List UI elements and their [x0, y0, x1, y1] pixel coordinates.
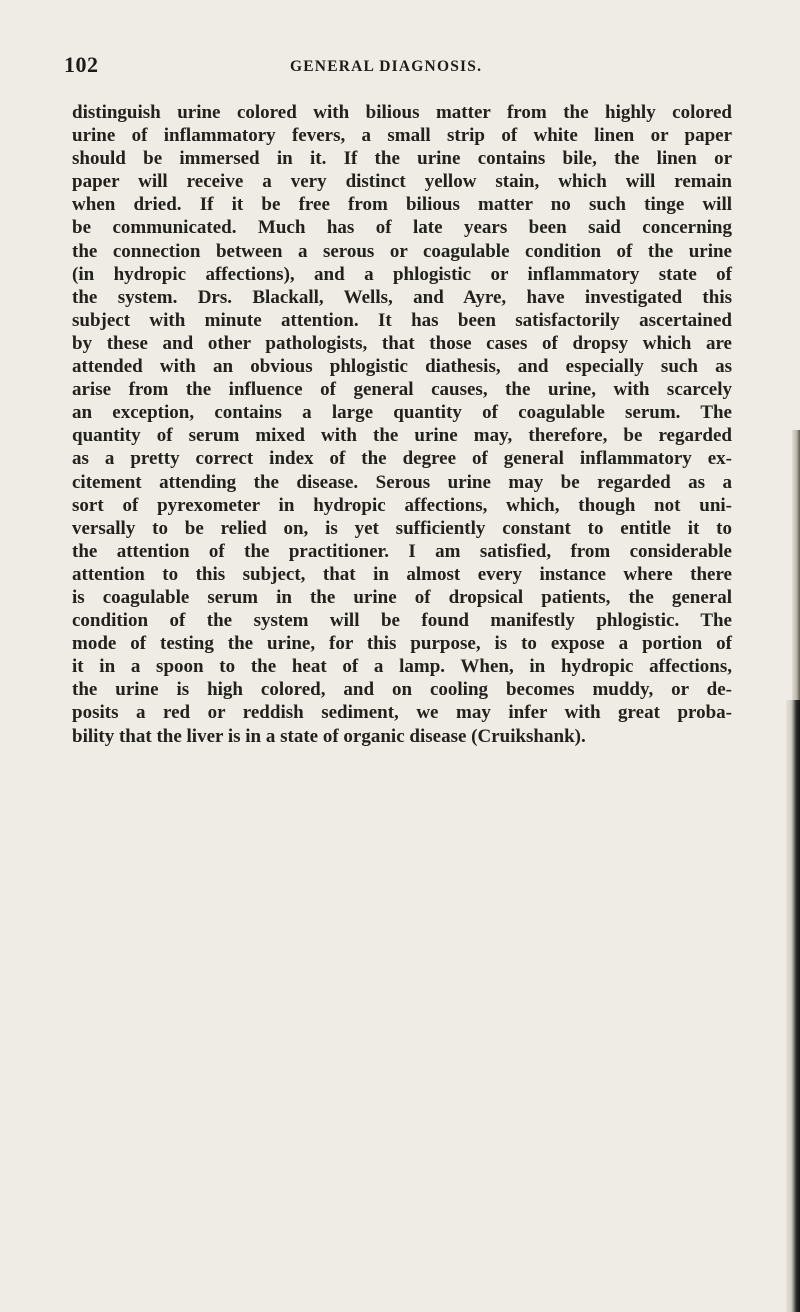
text-line: citement attending the disease. Serous urine may be regarded as a — [72, 471, 732, 493]
text-line: the connection between a serous or coagulable condition of the urine — [72, 240, 732, 262]
text-line: distinguish urine colored with bilious matter from the highly colored — [72, 102, 732, 123]
page-edge-shadow — [786, 700, 800, 1312]
page-edge-shadow — [792, 430, 800, 700]
text-line: posits a red or reddish sediment, we may infer with great proba- — [72, 702, 732, 724]
text-line: arise from the influence of general causes, the urine, with scarcely — [72, 379, 732, 401]
text-line: when dried. If it be free from bilious matter no such tinge will — [72, 194, 732, 216]
text-line: should be immersed in it. If the urine contains bile, the linen or — [72, 148, 732, 170]
text-line: bility that the liver is in a state of organic disease (Cruikshank). — [72, 725, 586, 747]
text-line: attention to this subject, that in almost every instance where there — [72, 563, 732, 585]
text-line: the urine is high colored, and on cooling becomes muddy, or de- — [72, 679, 732, 701]
text-line: subject with minute attention. It has been satisfactorily ascertained — [72, 309, 732, 331]
text-line: the attention of the practitioner. I am satisfied, from considerable — [72, 540, 732, 562]
text-line: it in a spoon to the heat of a lamp. When, in hydropic affections, — [72, 656, 732, 678]
text-line: by these and other pathologists, that those cases of dropsy which are — [72, 332, 732, 354]
text-line: urine of inflammatory fevers, a small strip of white linen or paper — [72, 125, 732, 147]
text-line: paper will receive a very distinct yellow stain, which will remain — [72, 171, 732, 193]
running-head: GENERAL DIAGNOSIS. — [290, 58, 483, 75]
text-line: attended with an obvious phlogistic diathesis, and especially such as — [72, 356, 732, 378]
text-line: condition of the system will be found manifestly phlogistic. The — [72, 610, 732, 632]
text-line: quantity of serum mixed with the urine may, therefore, be regarded — [72, 425, 732, 447]
text-line: mode of testing the urine, for this purpose, is to expose a portion of — [72, 633, 732, 655]
text-line: as a pretty correct index of the degree of general inflammatory ex- — [72, 448, 732, 470]
text-line: versally to be relied on, is yet sufficiently constant to entitle it to — [72, 517, 732, 539]
text-line: (in hydropic affections), and a phlogistic or inflammatory state of — [72, 263, 732, 285]
text-line: is coagulable serum in the urine of dropsical patients, the general — [72, 586, 732, 608]
text-line: sort of pyrexometer in hydropic affections, which, though not uni- — [72, 494, 732, 516]
page-number: 102 — [64, 52, 99, 77]
text-line: be communicated. Much has of late years been said concerning — [72, 217, 732, 239]
body-paragraph — [72, 101, 732, 748]
text-line: an exception, contains a large quantity of coagulable serum. The — [72, 402, 732, 424]
page-header — [64, 52, 724, 82]
text-line: the system. Drs. Blackall, Wells, and Ayre, have investigated this — [72, 286, 732, 308]
